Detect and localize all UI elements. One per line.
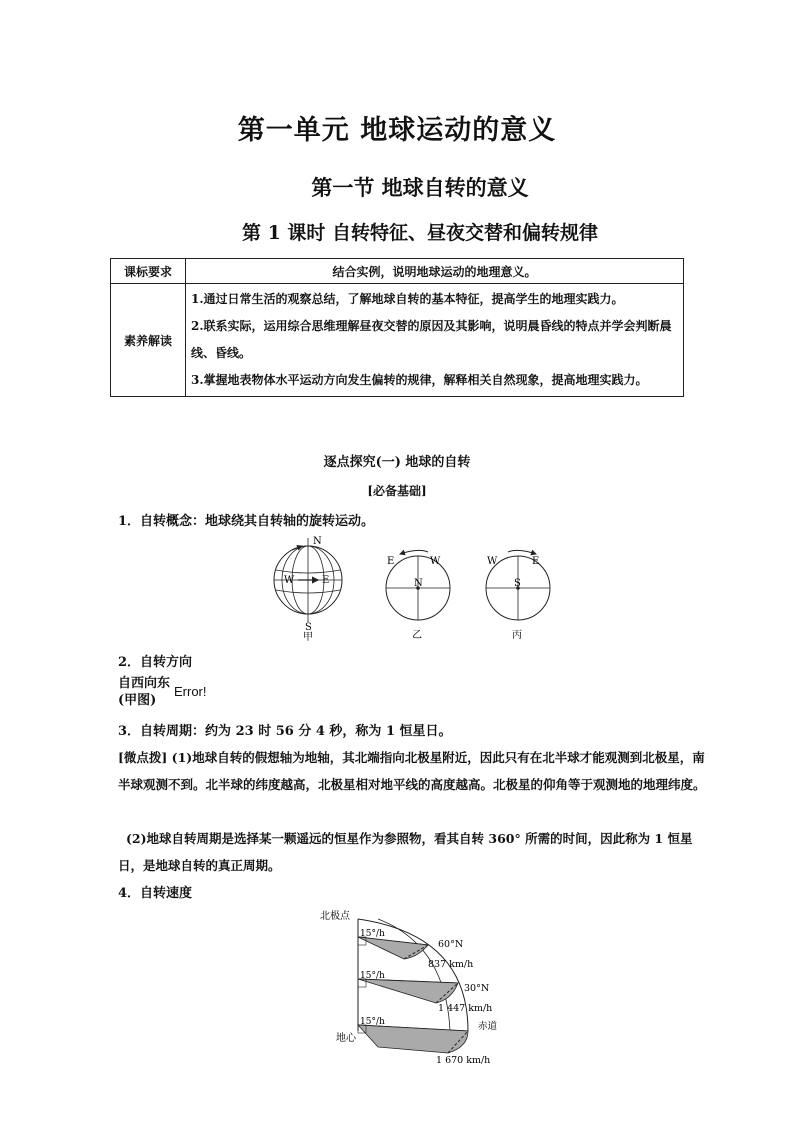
globe1-e: E (322, 575, 330, 586)
direction-label-2: (甲图) (118, 693, 157, 708)
direction-block (118, 675, 170, 709)
speed-30-label: 1 447 km/h (438, 1003, 493, 1014)
globe1-caption: 甲 (303, 632, 313, 643)
literacy-item: 1.通过日常生活的观察总结，了解地球自转的基本特征，提高学生的地理实践力。 (191, 292, 624, 306)
globe2-caption: 乙 (412, 630, 422, 641)
lesson-title: 第 1 课时 自转特征、昼夜交替和偏转规律 (241, 222, 599, 244)
north-pole-label: 北极点 (320, 911, 350, 922)
globe3-w: W (487, 556, 498, 567)
standards-table (110, 258, 684, 397)
globe1-n: N (313, 536, 322, 547)
speed-diagram (318, 905, 518, 1065)
basic-title: [必备基础] (367, 484, 427, 498)
earth-center-label: 地心 (336, 1033, 356, 1044)
item-rotation-speed: 4．自转速度 (118, 886, 193, 901)
globe2-center: N (414, 578, 423, 589)
speed-60-label: 837 km/h (428, 959, 474, 970)
direction-label-1: 自西向东 (118, 676, 171, 691)
globe2-e: E (387, 556, 395, 567)
requirement-label: 课标要求 (111, 259, 186, 284)
item-rotation-concept: 1．自转概念：地球绕其自转轴的旋转运动。 (118, 514, 375, 529)
globe-bing (486, 550, 550, 641)
literacy-item: 3.掌握地表物体水平运动方向发生偏转的规律，解释相关自然现象，提高地理实践力。 (191, 373, 648, 387)
globes-figure (260, 530, 560, 645)
literacy-label: 素养解读 (111, 284, 186, 397)
direction-error: Error! (174, 684, 207, 699)
unit-title: 第一单元 地球运动的意义 (237, 115, 557, 146)
literacy-item: 2.联系实际，运用综合思维理解昼夜交替的原因及其影响，说明晨昏线的特点并学会判断晨线、昏线。 (191, 319, 672, 360)
literacy-cell (186, 284, 684, 397)
globe1-w: W (284, 575, 295, 586)
equator-label: 赤道 (478, 1021, 498, 1032)
item-rotation-period: 3．自转周期：约为 23 时 56 分 4 秒，称为 1 恒星日。 (118, 724, 452, 739)
item-rotation-direction: 2．自转方向 (118, 655, 193, 670)
note-1: [微点拨] (1)地球自转的假想轴为地轴，其北端指向北极星附近，因此只有在北半球才能观测到北极星，南半球观测不到。北半球的纬度越高，北极星相对地平线的高度越高。北极星的仰角等于观测地的地理纬度。 (118, 750, 706, 792)
globe-yi (386, 550, 450, 641)
section-title: 第一节 地球自转的意义 (311, 175, 529, 200)
angular-speed-60: 15°/h (360, 929, 385, 939)
angular-speed-0: 15°/h (360, 1017, 385, 1027)
angular-speed-30: 15°/h (360, 971, 385, 981)
note-2: (2)地球自转周期是选择某一颗遥远的恒星作为参照物，看其自转 360° 所需的时间，因此称为 1 恒星日，是地球自转的真正周期。 (118, 831, 693, 873)
globe3-center: S (514, 578, 521, 589)
lat-60-label: 60°N (438, 939, 464, 950)
standards-row-literacy (111, 284, 684, 397)
globe3-e: E (532, 556, 540, 567)
requirement-text: 结合实例，说明地球运动的地理意义。 (186, 259, 684, 284)
standards-row-requirement (111, 259, 684, 284)
globe2-w: W (430, 556, 441, 567)
globe3-caption: 丙 (512, 630, 522, 641)
lat-30-label: 30°N (464, 983, 490, 994)
speed-0-label: 1 670 km/h (436, 1055, 491, 1065)
globe1-s: S (305, 622, 312, 633)
probe-title: 逐点探究(一) 地球的自转 (323, 455, 471, 470)
globe-jia (274, 536, 342, 643)
